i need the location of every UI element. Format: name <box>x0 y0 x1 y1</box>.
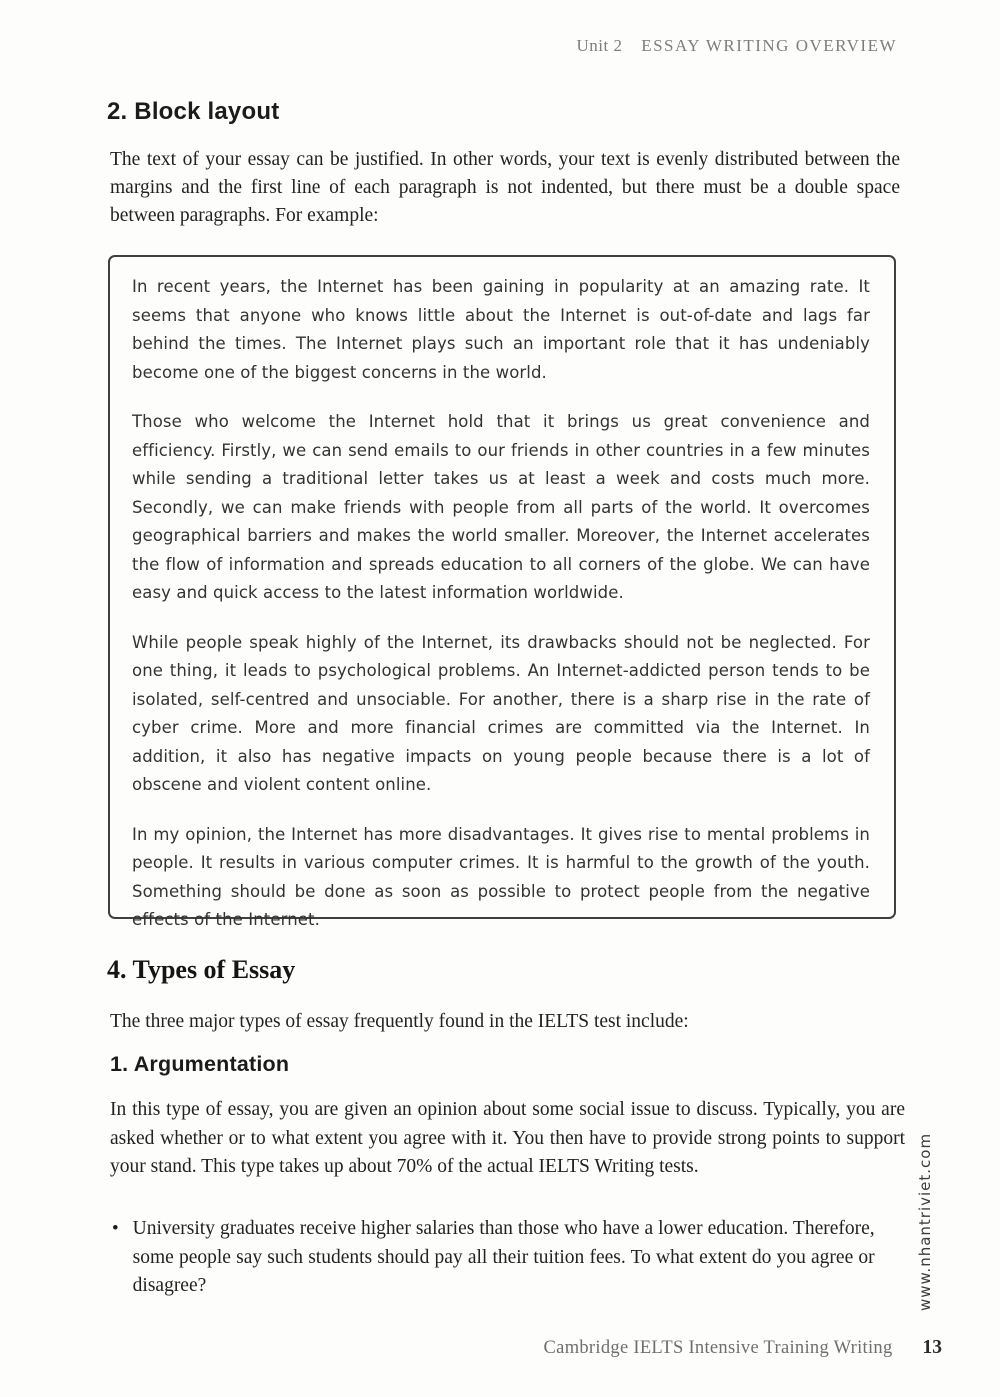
example-paragraph-2: Those who welcome the Internet hold that it brings us great convenience and efficiency. Firstly, we can send emails to our friends in other countries in a few minutes while sending a traditional letter takes us at least a week and costs much more. Secondly, we can make friends with people from all parts of the world. It overcomes geographical barriers and makes the world smaller. Moreover, the Internet accelerates the flow of information and spreads education to all corners of the globe. We can have easy and quick access to the latest information worldwide. <box>132 412 870 602</box>
subsection-heading-argumentation: 1. Argumentation <box>110 1052 290 1076</box>
example-paragraph-4: In my opinion, the Internet has more disadvantages. It gives rise to mental problems in people. It results in various computer crimes. It is harmful to the growth of the youth. Something should be done as soon as possible to protect people from the negative effects of the Internet. <box>132 824 870 929</box>
footer-book-title: Cambridge IELTS Intensive Training Writing <box>543 1338 893 1358</box>
page-footer <box>107 1337 942 1359</box>
argumentation-example-bullet <box>112 1215 882 1301</box>
types-of-essay-intro: The three major types of essay frequently found in the IELTS test include: <box>110 1011 689 1032</box>
bullet-icon: • <box>112 1218 119 1239</box>
unit-label: Unit 2 <box>576 36 623 55</box>
section-heading-block-layout: 2. Block layout <box>107 98 280 125</box>
example-paragraph-3: While people speak highly of the Internet, its drawbacks should not be neglected. For one thing, it leads to psychological problems. An Internet-addicted person tends to be isolated, self-centred and unsociable. For another, there is a sharp rise in the rate of cyber crime. More and more financial crimes are committed via the Internet. In addition, it also has negative impacts on young people because there is a lot of obscene and violent content online. <box>132 632 870 794</box>
example-paragraph-1: In recent years, the Internet has been gaining in popularity at an amazing rate. It seems that anyone who knows little about the Internet is out-of-date and lags far behind the times. The Internet plays such an important role that it has undeniably become one of the biggest concerns in the world. <box>132 277 870 382</box>
page-header <box>107 36 897 56</box>
header-title: ESSAY WRITING OVERVIEW <box>641 36 897 55</box>
block-layout-intro: The text of your essay can be justified. In other words, your text is evenly distributed between the margins and the first line of each paragraph is not indented, but there must be a double space between paragraphs. For example: <box>110 149 900 226</box>
footer-page-number: 13 <box>922 1337 942 1358</box>
bullet-text: University graduates receive higher salaries than those who have a lower education. Therefore, some people say such students should pay all their tuition fees. To what extent do you agree or disagree? <box>132 1218 875 1296</box>
section-heading-types-of-essay: 4. Types of Essay <box>107 955 296 984</box>
argumentation-body: In this type of essay, you are given an opinion about some social issue to discuss. Typically, you are asked whether or to what extent you agree with it. You then have to provide strong points to support your stand. This type takes up about 70% of the actual IELTS Writing tests. <box>110 1099 905 1177</box>
sidebar-website-url: www.nhantriviet.com <box>916 1132 934 1311</box>
example-essay-box <box>108 255 896 929</box>
